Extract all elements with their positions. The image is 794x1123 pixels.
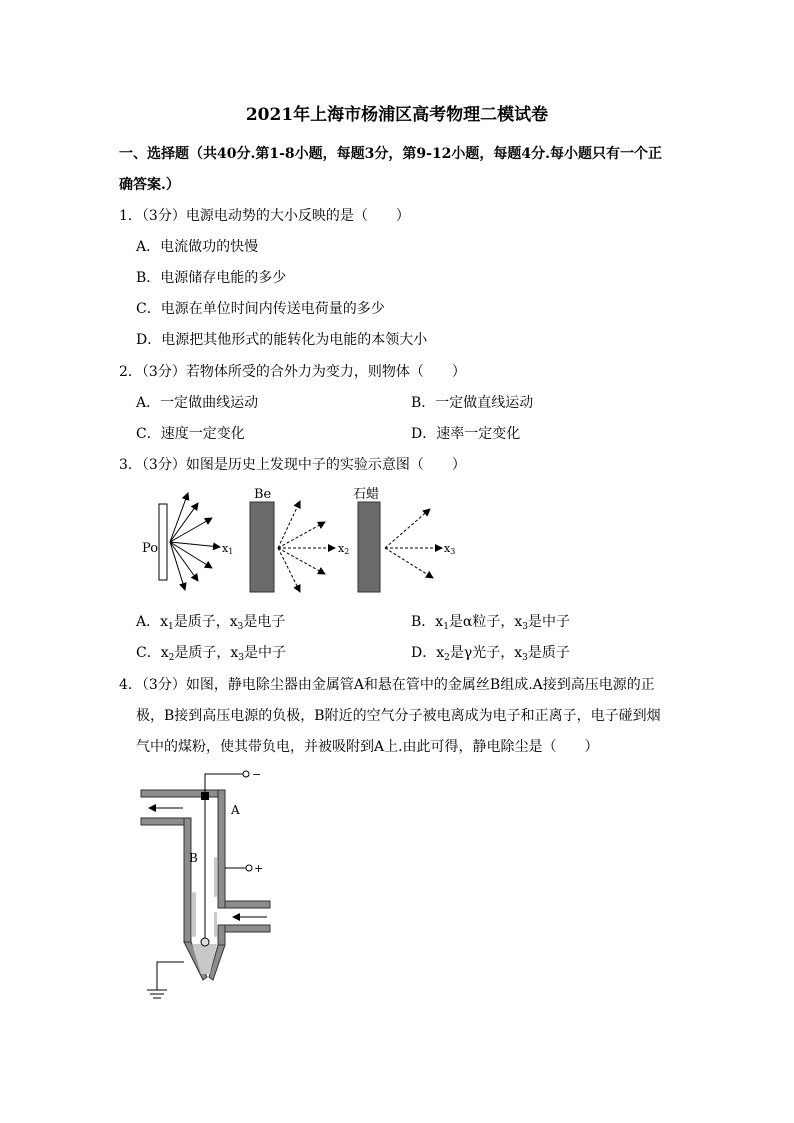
positive-terminal bbox=[246, 865, 252, 871]
q2-stem: 2．（3分）若物体所受的合外力为变力，则物体（ ） bbox=[119, 364, 466, 380]
q3-option-c: C．$x_2$是质子，$x_3$是中子 bbox=[136, 645, 286, 663]
q3-option-d: D．$x_2$是γ光子，$x_3$是质子 bbox=[411, 645, 570, 663]
q2-option-c: C．速度一定变化 bbox=[136, 426, 245, 442]
q3-stem: 3．（3分）如图是历史上发现中子的实验示意图（ ） bbox=[119, 457, 466, 473]
q3-option-b: B．$x_1$是α粒子，$x_3$是中子 bbox=[411, 614, 571, 632]
x2-label: x2 bbox=[338, 542, 350, 556]
q1-option-c: C．电源在单位时间内传送电荷量的多少 bbox=[136, 301, 385, 317]
ground-lead bbox=[157, 962, 184, 990]
q2-option-b: B．一定做直线运动 bbox=[411, 395, 534, 411]
section-heading-line1: 一、选择题（共40分.第1-8小题，每题3分，第9-12小题，每题4分.每小题只有一个正 bbox=[119, 146, 663, 162]
plus-label: + bbox=[254, 862, 264, 875]
paraffin-rays bbox=[385, 509, 442, 578]
q4-stem-line1: 4．（3分）如图，静电除尘器由金属管A和悬在管中的金属丝B组成.A接到高压电源的正 bbox=[119, 677, 655, 693]
po-rays bbox=[170, 493, 220, 590]
minus-label: − bbox=[252, 768, 262, 781]
paraffin-label: 石蜡 bbox=[353, 487, 380, 502]
q3-option-a: A．$x_1$是质子，$x_3$是电子 bbox=[136, 614, 286, 632]
q1-option-b: B．电源储存电能的多少 bbox=[136, 270, 287, 286]
section-heading-line2: 确答案.） bbox=[119, 177, 180, 193]
label-b: B bbox=[189, 851, 198, 865]
q1-option-a: A．电流做功的快慢 bbox=[136, 239, 259, 255]
neutron-discovery-diagram bbox=[130, 478, 470, 598]
x1-label: x1 bbox=[222, 542, 234, 556]
ground-icon bbox=[147, 990, 167, 998]
q2-option-d: D．速率一定变化 bbox=[411, 426, 521, 442]
po-source bbox=[159, 504, 167, 580]
electrostatic-precipitator-diagram bbox=[135, 762, 285, 1007]
be-label: Be bbox=[254, 487, 272, 502]
insulator-block bbox=[201, 792, 209, 800]
q1-stem: 1．（3分）电源电动势的大小反映的是（ ） bbox=[119, 208, 410, 224]
label-a: A bbox=[231, 803, 240, 817]
x3-label: x3 bbox=[444, 542, 456, 556]
po-label: Po bbox=[142, 541, 159, 556]
q4-stem-line3: 气中的煤粉，使其带负电，并被吸附到A上.由此可得，静电除尘是（ ） bbox=[136, 739, 599, 755]
q2-option-a: A．一定做曲线运动 bbox=[136, 395, 259, 411]
page-title: 2021年上海市杨浦区高考物理二模试卷 bbox=[245, 105, 549, 125]
be-rays bbox=[278, 501, 335, 592]
wire-weight bbox=[201, 938, 209, 946]
q1-option-d: D．电源把其他形式的能转化为电能的本领大小 bbox=[136, 332, 428, 348]
paraffin-plate bbox=[358, 502, 380, 592]
negative-lead bbox=[205, 774, 243, 792]
q4-stem-line2: 极，B接到高压电源的负极，B附近的空气分子被电离成为电子和正离子，电子碰到烟 bbox=[136, 708, 661, 724]
negative-terminal bbox=[243, 771, 249, 777]
be-plate bbox=[250, 502, 274, 592]
